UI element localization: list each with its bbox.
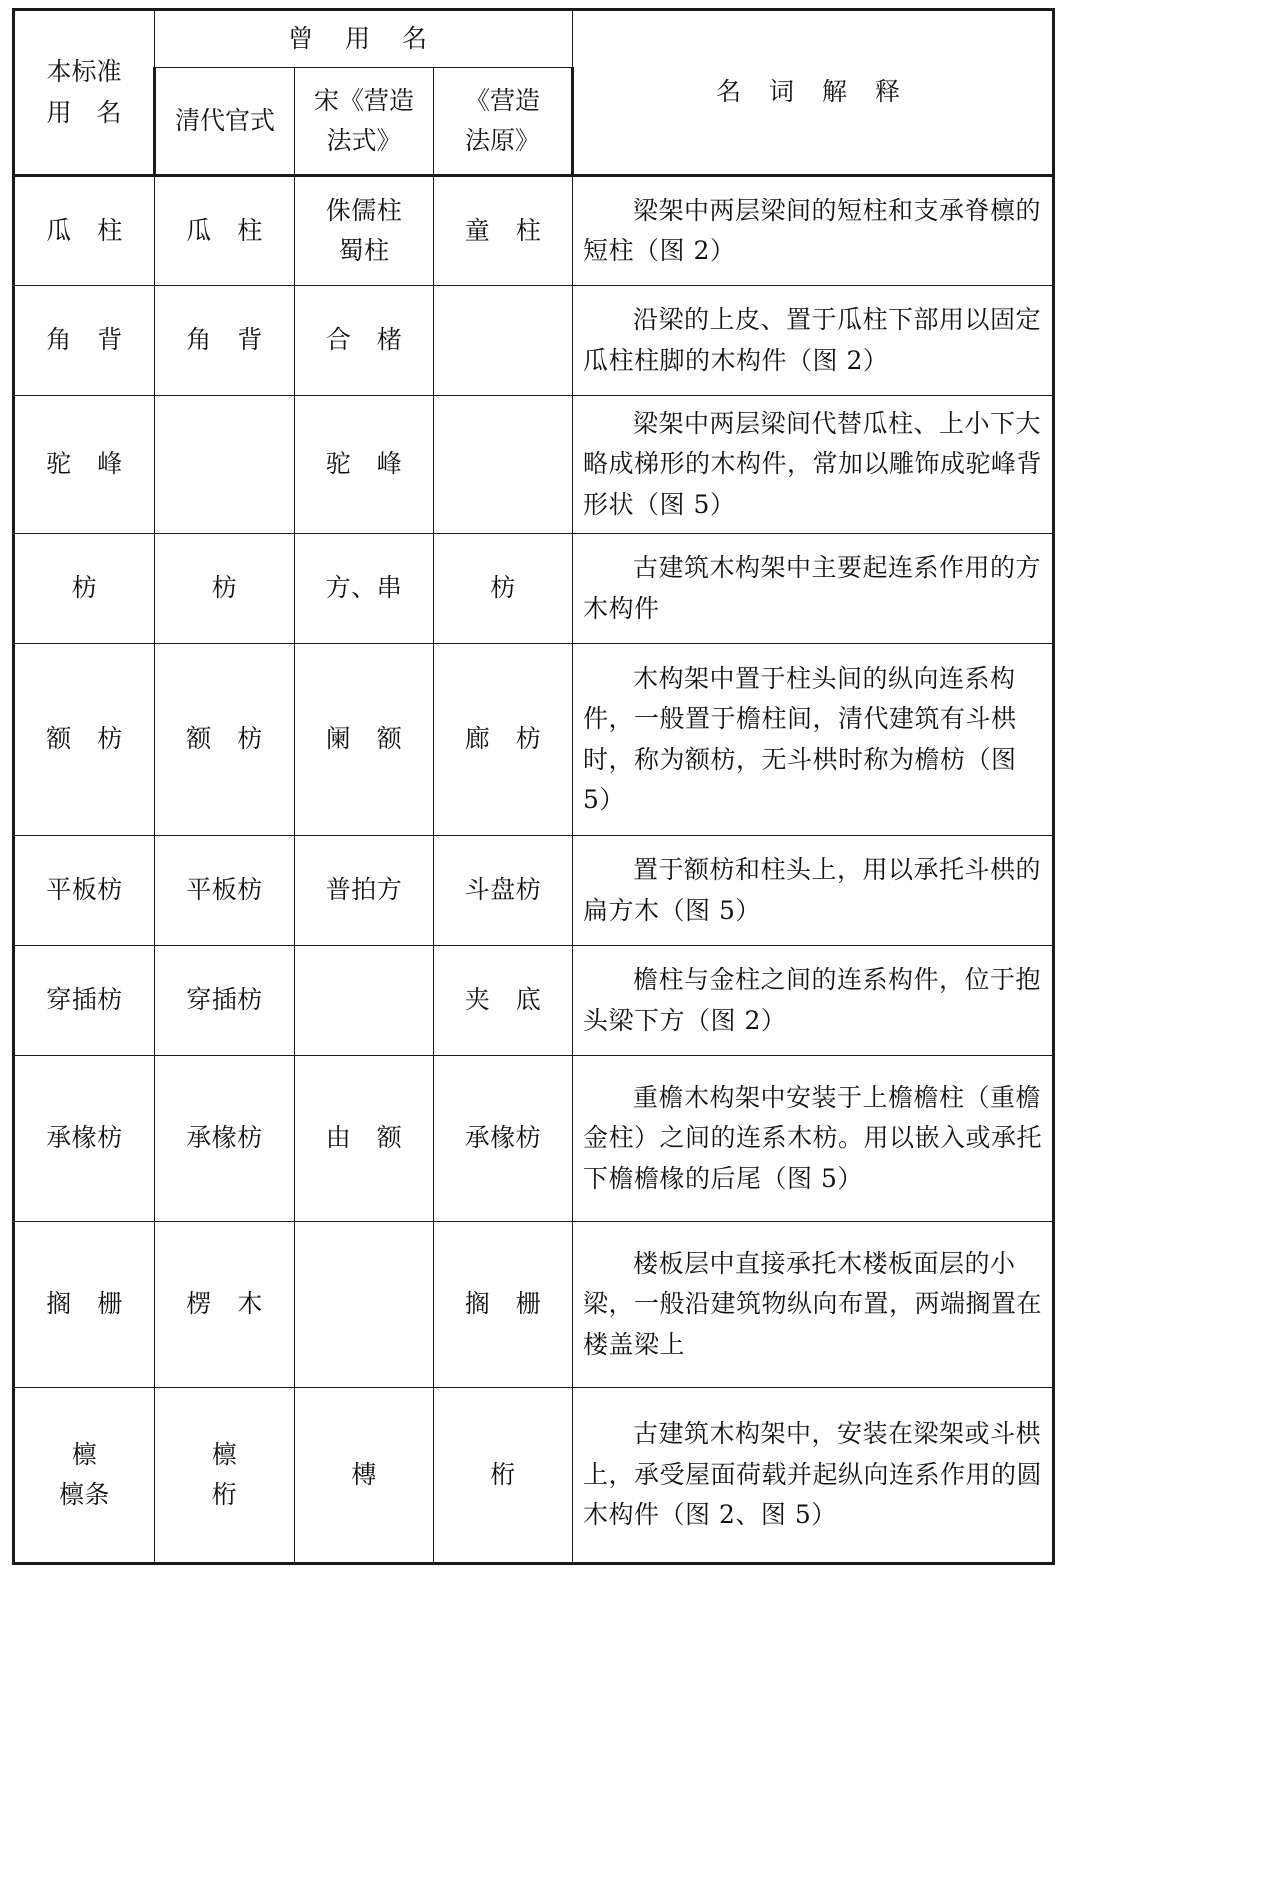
qing-name-cell bbox=[155, 946, 295, 1056]
cell-line: 夹 底 bbox=[464, 985, 542, 1015]
standard-name-cell bbox=[14, 534, 155, 644]
table-body bbox=[14, 176, 1054, 1564]
table-header bbox=[14, 10, 1054, 176]
table-row bbox=[14, 286, 1054, 396]
standard-name-cell bbox=[14, 396, 155, 534]
cell-line: 枋 bbox=[71, 573, 98, 603]
standard-name-cell bbox=[14, 286, 155, 396]
table-row bbox=[14, 836, 1054, 946]
definition-cell: 楼板层中直接承托木楼板面层的小梁，一般沿建筑物纵向布置，两端搁置在楼盖梁上 bbox=[573, 1222, 1054, 1388]
header-fayuan bbox=[434, 68, 573, 176]
cell-line: 槫 bbox=[351, 1459, 377, 1489]
song-name-cell bbox=[295, 176, 434, 286]
song-name-cell bbox=[295, 1222, 434, 1388]
cell-line: 驼 峰 bbox=[46, 449, 123, 479]
standard-name-cell bbox=[14, 1222, 155, 1388]
header-explanation: 名 词 解 释 bbox=[573, 10, 1054, 176]
header-standard-name bbox=[14, 10, 155, 176]
header-qing: 清代官式 bbox=[155, 68, 295, 176]
definition-cell: 重檐木构架中安装于上檐檐柱（重檐金柱）之间的连系木枋。用以嵌入或承托下檐檐椽的后尾（图 5） bbox=[573, 1056, 1054, 1222]
cell-line: 斗盘枋 bbox=[464, 875, 542, 905]
cell-line: 侏儒柱 bbox=[325, 195, 403, 225]
song-name-cell bbox=[295, 1388, 434, 1564]
definition-cell: 古建筑木构架中主要起连系作用的方木构件 bbox=[573, 534, 1054, 644]
qing-name-cell bbox=[155, 1056, 295, 1222]
cell-line: 承椽枋 bbox=[464, 1123, 542, 1153]
qing-name-cell bbox=[155, 286, 295, 396]
table-row bbox=[14, 396, 1054, 534]
fayuan-name-cell bbox=[434, 1388, 573, 1564]
cell-line: 合 楮 bbox=[325, 325, 403, 355]
definition-cell: 梁架中两层梁间代替瓜柱、上小下大略成梯形的木构件，常加以雕饰成驼峰背形状（图 5） bbox=[573, 396, 1054, 534]
definition-cell: 置于额枋和柱头上，用以承托斗栱的扁方木（图 5） bbox=[573, 836, 1054, 946]
fayuan-name-cell bbox=[434, 534, 573, 644]
fayuan-name-cell bbox=[434, 176, 573, 286]
cell-line: 穿插枋 bbox=[186, 985, 263, 1015]
cell-line: 楞 木 bbox=[186, 1289, 263, 1319]
song-name-cell bbox=[295, 396, 434, 534]
table-row bbox=[14, 1056, 1054, 1222]
cell-line: 枋 bbox=[490, 573, 516, 603]
cell-line: 承椽枋 bbox=[186, 1123, 263, 1153]
cell-line: 额 枋 bbox=[46, 724, 123, 754]
cell-line: 阑 额 bbox=[325, 724, 403, 754]
cell-line: 搁 栅 bbox=[464, 1289, 542, 1319]
fayuan-name-cell bbox=[434, 644, 573, 836]
standard-name-cell bbox=[14, 176, 155, 286]
cell-line: 桁 bbox=[490, 1459, 516, 1489]
fayuan-name-cell bbox=[434, 946, 573, 1056]
standard-name-cell bbox=[14, 946, 155, 1056]
header-standard-name-line: 本标准 bbox=[46, 57, 122, 86]
qing-name-cell bbox=[155, 1388, 295, 1564]
cell-line: 由 额 bbox=[325, 1123, 403, 1153]
song-name-cell bbox=[295, 1056, 434, 1222]
song-name-cell bbox=[295, 286, 434, 396]
standard-name-cell bbox=[14, 836, 155, 946]
table-row bbox=[14, 534, 1054, 644]
header-former-names: 曾 用 名 bbox=[155, 10, 573, 68]
cell-line: 角 背 bbox=[46, 325, 123, 355]
fayuan-name-cell bbox=[434, 286, 573, 396]
cell-line: 方、串 bbox=[325, 573, 403, 603]
cell-line: 檩 bbox=[71, 1439, 98, 1469]
definition-cell: 木构架中置于柱头间的纵向连系构件，一般置于檐柱间，清代建筑有斗栱时，称为额枋，无斗栱时称为檐枋（图 5） bbox=[573, 644, 1054, 836]
header-fayuan-line: 《营造 bbox=[465, 85, 541, 115]
table-row bbox=[14, 644, 1054, 836]
qing-name-cell bbox=[155, 1222, 295, 1388]
table-row bbox=[14, 946, 1054, 1056]
cell-line: 檩 bbox=[211, 1439, 238, 1469]
cell-line: 普拍方 bbox=[325, 875, 403, 905]
cell-line: 童 柱 bbox=[464, 215, 542, 245]
fayuan-name-cell bbox=[434, 1222, 573, 1388]
table-row bbox=[14, 1222, 1054, 1388]
cell-line: 搁 栅 bbox=[46, 1289, 123, 1319]
standard-name-cell bbox=[14, 1056, 155, 1222]
standard-name-cell bbox=[14, 1388, 155, 1564]
cell-line: 额 枋 bbox=[186, 724, 263, 754]
cell-line: 枋 bbox=[211, 573, 238, 603]
fayuan-name-cell bbox=[434, 396, 573, 534]
header-song-line: 宋《营造 bbox=[313, 85, 414, 115]
cell-line: 平板枋 bbox=[46, 875, 123, 905]
cell-line: 角 背 bbox=[186, 325, 263, 355]
definition-cell: 梁架中两层梁间的短柱和支承脊檩的短柱（图 2） bbox=[573, 176, 1054, 286]
table-row bbox=[14, 176, 1054, 286]
definition-cell: 古建筑木构架中，安装在梁架或斗栱上，承受屋面荷载并起纵向连系作用的圆木构件（图 2、图 5） bbox=[573, 1388, 1054, 1564]
song-name-cell bbox=[295, 644, 434, 836]
header-song bbox=[295, 68, 434, 176]
terminology-table bbox=[12, 8, 1055, 1565]
table-row bbox=[14, 1388, 1054, 1564]
song-name-cell bbox=[295, 946, 434, 1056]
fayuan-name-cell bbox=[434, 1056, 573, 1222]
definition-cell: 檐柱与金柱之间的连系构件，位于抱头梁下方（图 2） bbox=[573, 946, 1054, 1056]
qing-name-cell bbox=[155, 836, 295, 946]
cell-line: 蜀柱 bbox=[338, 236, 390, 265]
cell-line: 檩条 bbox=[58, 1480, 110, 1509]
song-name-cell bbox=[295, 534, 434, 644]
song-name-cell bbox=[295, 836, 434, 946]
cell-line: 瓜 柱 bbox=[186, 215, 263, 245]
qing-name-cell bbox=[155, 644, 295, 836]
cell-line: 穿插枋 bbox=[46, 985, 123, 1015]
header-standard-name-line: 用 名 bbox=[46, 97, 122, 127]
cell-line: 瓜 柱 bbox=[46, 215, 123, 245]
header-fayuan-line: 法原》 bbox=[465, 126, 541, 155]
fayuan-name-cell bbox=[434, 836, 573, 946]
cell-line: 承椽枋 bbox=[46, 1123, 123, 1153]
cell-line: 平板枋 bbox=[186, 875, 263, 905]
cell-line: 廊 枋 bbox=[464, 724, 542, 754]
qing-name-cell bbox=[155, 396, 295, 534]
qing-name-cell bbox=[155, 176, 295, 286]
definition-cell: 沿梁的上皮、置于瓜柱下部用以固定瓜柱柱脚的木构件（图 2） bbox=[573, 286, 1054, 396]
header-row-1 bbox=[14, 10, 1054, 68]
cell-line: 驼 峰 bbox=[325, 449, 403, 479]
header-song-line: 法式》 bbox=[326, 126, 402, 155]
standard-name-cell bbox=[14, 644, 155, 836]
cell-line: 桁 bbox=[211, 1480, 238, 1509]
qing-name-cell bbox=[155, 534, 295, 644]
